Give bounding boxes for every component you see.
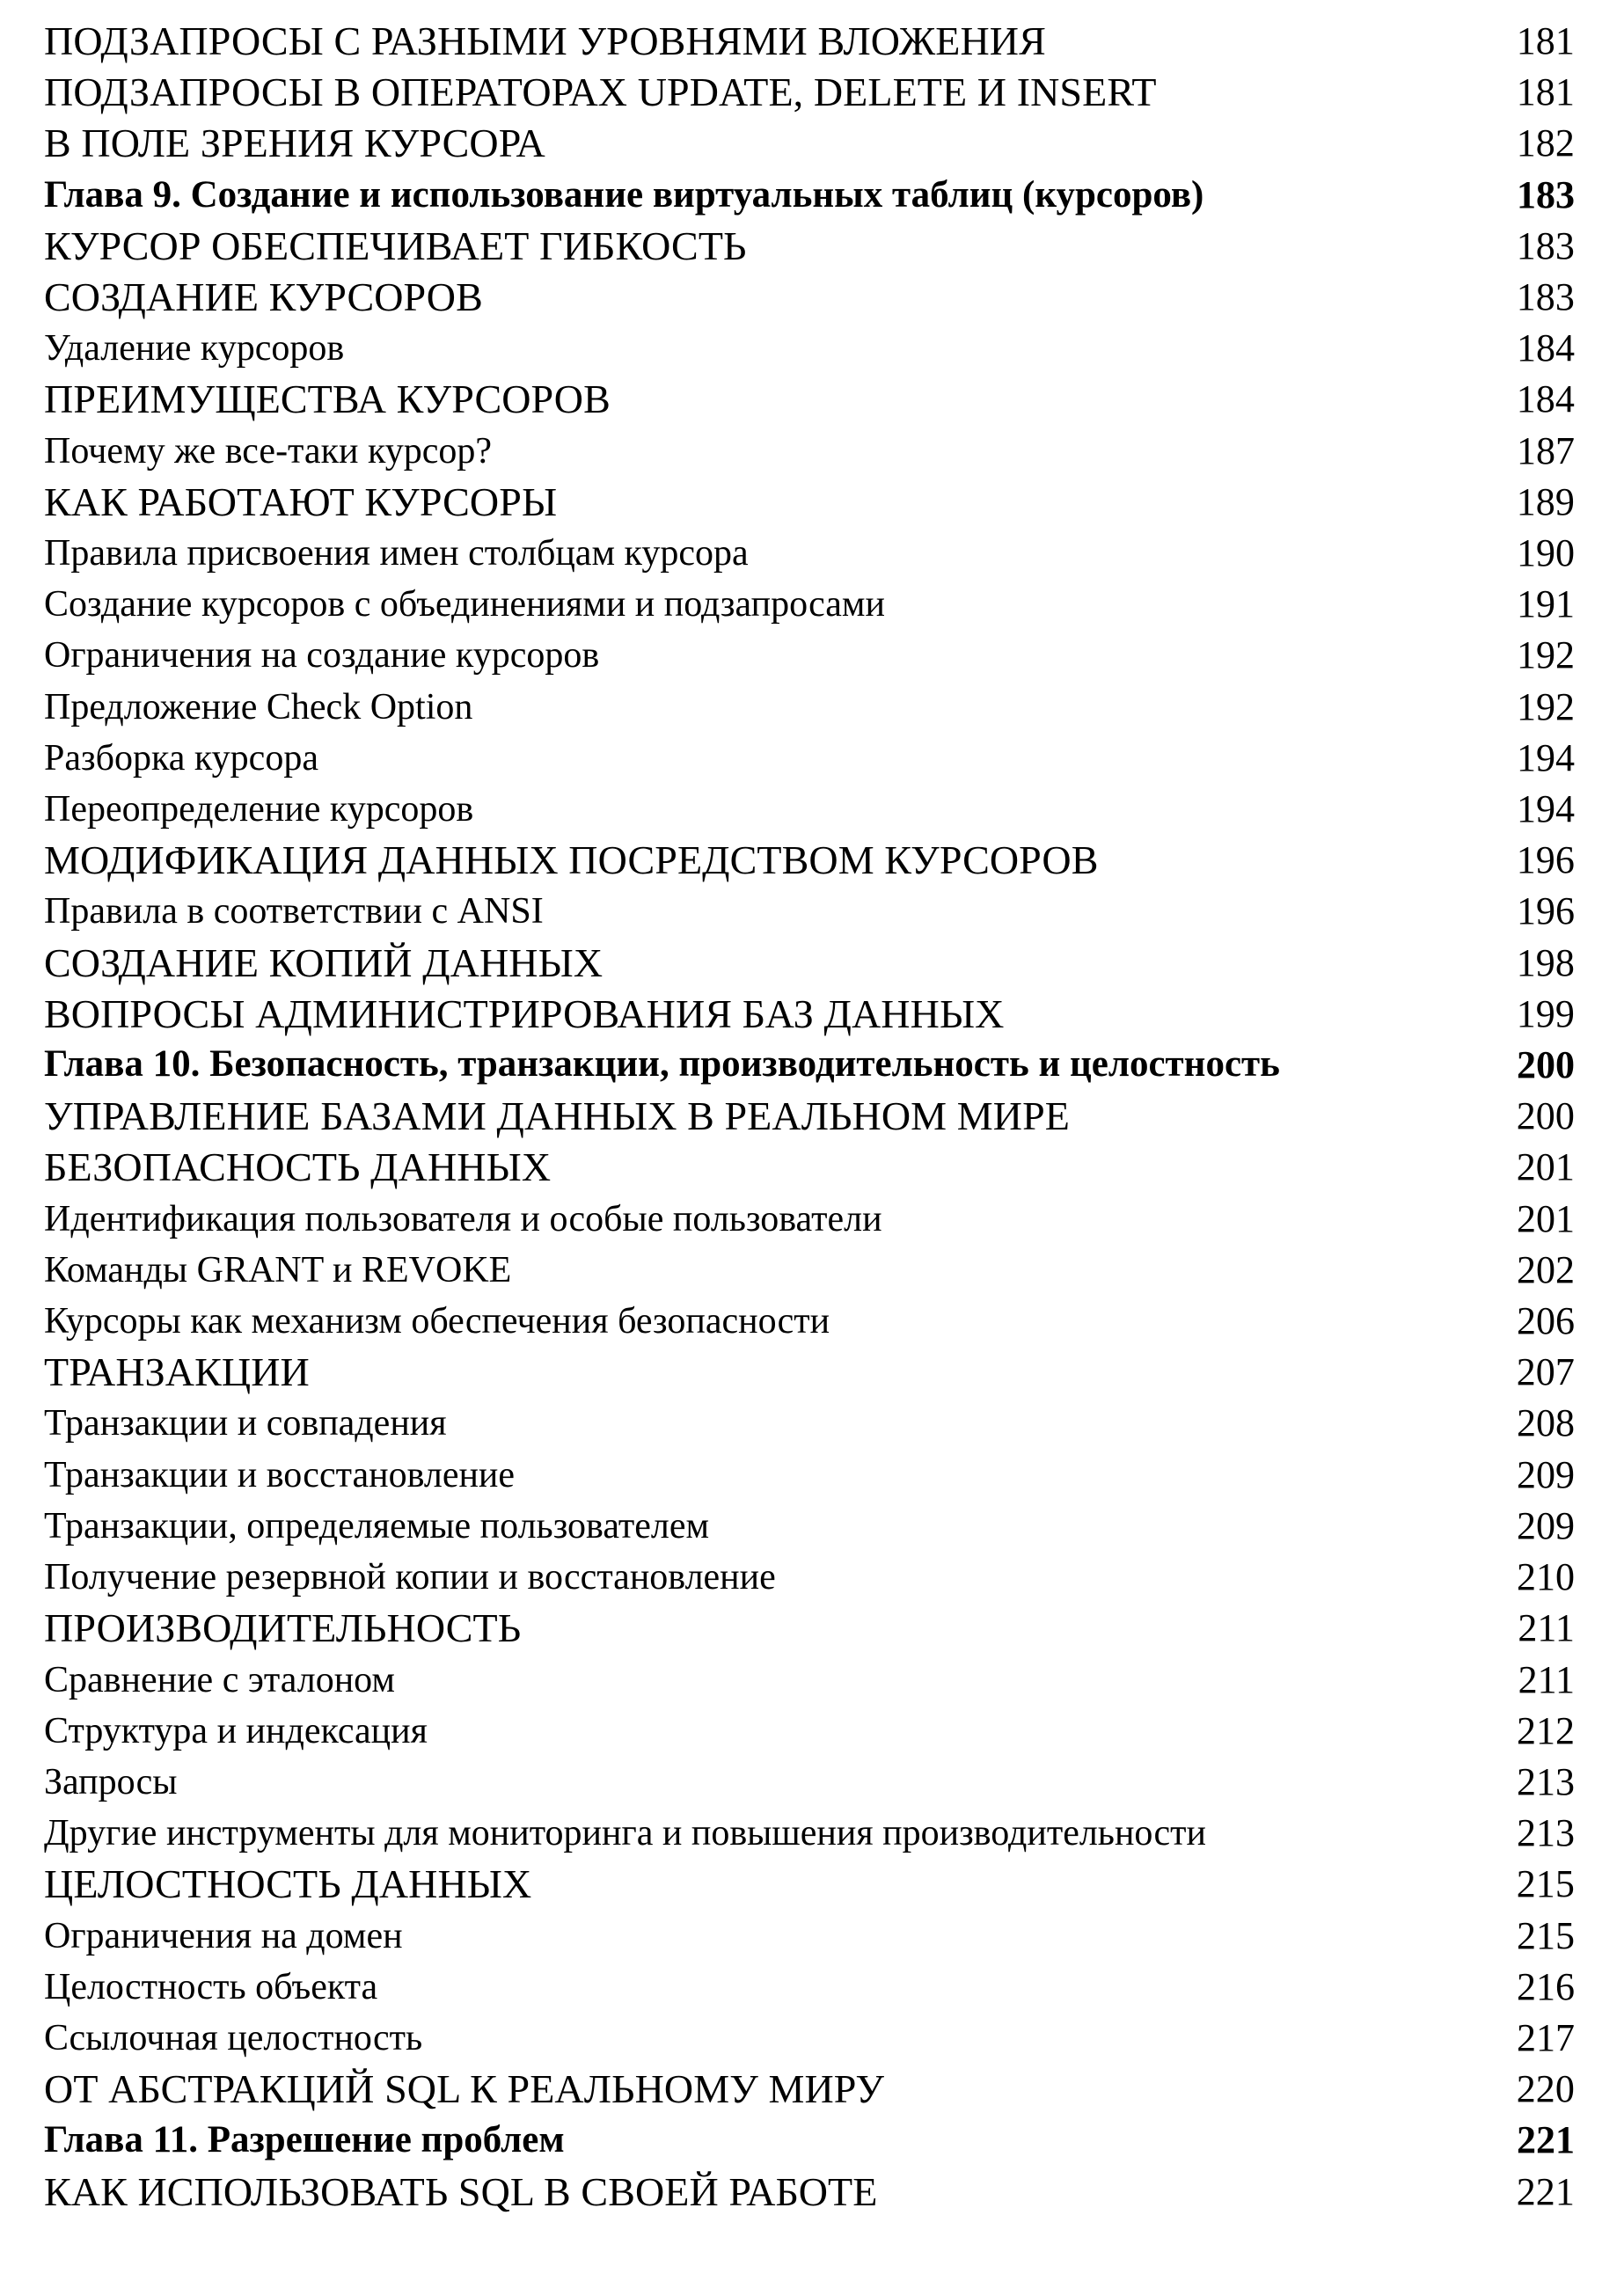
toc-entry-title: Запросы	[44, 1761, 178, 1802]
toc-entry-title: КАК РАБОТАЮТ КУРСОРЫ	[44, 479, 558, 524]
toc-subsection-row	[44, 528, 1575, 579]
toc-page-number: 184	[1517, 326, 1575, 370]
toc-entry-title: Ссылочная целостность	[44, 2017, 423, 2058]
toc-entry-title: Правила присвоения имен столбцам курсора	[44, 533, 749, 574]
toc-section-row	[44, 374, 1575, 425]
toc-entry-title: Почему же все-таки курсор?	[44, 430, 493, 472]
toc-page-number: 189	[1516, 479, 1575, 523]
toc-page-number: 206	[1517, 1299, 1575, 1343]
table-of-contents	[44, 16, 1575, 2218]
toc-subsection-row	[44, 1450, 1575, 1501]
toc-page-number: 191	[1517, 582, 1575, 626]
toc-page-number: 190	[1517, 531, 1575, 575]
toc-page-number: 210	[1517, 1555, 1575, 1599]
toc-section-row	[44, 477, 1575, 528]
toc-section-row	[44, 221, 1575, 272]
toc-entry-title: Целостность объекта	[44, 1966, 378, 2007]
toc-section-row	[44, 1142, 1575, 1193]
toc-subsection-row	[44, 1552, 1575, 1603]
toc-page-number: 183	[1516, 275, 1575, 319]
toc-entry-title: Глава 10. Безопасность, транзакции, производительность и целостность	[44, 1043, 1280, 1086]
toc-subsection-row	[44, 630, 1575, 681]
toc-subsection-row	[44, 733, 1575, 784]
toc-section-row	[44, 2064, 1575, 2115]
toc-page-number: 213	[1517, 1759, 1575, 1803]
toc-entry-title: Получение резервной копии и восстановление	[44, 1557, 776, 1598]
toc-page-number: 181	[1516, 19, 1575, 62]
toc-section-row	[44, 1859, 1575, 1910]
toc-page-number: 201	[1516, 1145, 1575, 1189]
toc-entry-title: Ограничения на создание курсоров	[44, 635, 600, 676]
toc-section-row	[44, 1091, 1575, 1142]
toc-page-number: 200	[1516, 1094, 1575, 1138]
toc-entry-title: Разборка курсора	[44, 737, 318, 779]
toc-entry-title: ОТ АБСТРАКЦИЙ SQL К РЕАЛЬНОМУ МИРУ	[44, 2066, 885, 2112]
toc-entry-title: ПРОИЗВОДИТЕЛЬНОСТЬ	[44, 1605, 522, 1651]
toc-section-row	[44, 16, 1575, 67]
toc-page-number: 217	[1517, 2015, 1575, 2059]
toc-subsection-row	[44, 1398, 1575, 1449]
toc-subsection-row	[44, 426, 1575, 477]
toc-page-number: 196	[1517, 889, 1575, 933]
toc-section-row	[44, 272, 1575, 323]
toc-page-number: 212	[1517, 1708, 1575, 1752]
toc-entry-title: УПРАВЛЕНИЕ БАЗАМИ ДАННЫХ В РЕАЛЬНОМ МИРЕ	[44, 1093, 1070, 1139]
toc-subsection-row	[44, 323, 1575, 374]
toc-section-row	[44, 989, 1575, 1040]
toc-page-number: 215	[1517, 1913, 1575, 1957]
toc-entry-title: Транзакции и восстановление	[44, 1454, 516, 1495]
toc-chapter-row	[44, 1040, 1575, 1091]
toc-entry-title: МОДИФИКАЦИЯ ДАННЫХ ПОСРЕДСТВОМ КУРСОРОВ	[44, 837, 1099, 883]
toc-subsection-row	[44, 1706, 1575, 1757]
toc-subsection-row	[44, 579, 1575, 630]
toc-section-row	[44, 118, 1575, 169]
toc-subsection-row	[44, 1757, 1575, 1808]
toc-entry-title: ПОДЗАПРОСЫ В ОПЕРАТОРАХ UPDATE, DELETE И INSERT	[44, 69, 1157, 115]
toc-page-number: 201	[1517, 1196, 1575, 1240]
toc-entry-title: Создание курсоров с объединениями и подзапросами	[44, 584, 885, 625]
toc-entry-title: В ПОЛЕ ЗРЕНИЯ КУРСОРА	[44, 121, 545, 166]
toc-page-number: 192	[1517, 684, 1575, 728]
toc-entry-title: ТРАНЗАКЦИИ	[44, 1349, 310, 1395]
toc-page-number: 182	[1516, 121, 1575, 165]
toc-page-number: 200	[1517, 1043, 1575, 1087]
toc-section-row	[44, 2167, 1575, 2218]
toc-page-number: 187	[1517, 428, 1575, 472]
toc-subsection-row	[44, 1911, 1575, 1962]
toc-chapter-row	[44, 2115, 1575, 2166]
toc-entry-title: Идентификация пользователя и особые пользователи	[44, 1198, 882, 1239]
toc-entry-title: ПОДЗАПРОСЫ С РАЗНЫМИ УРОВНЯМИ ВЛОЖЕНИЯ	[44, 18, 1046, 63]
toc-entry-title: Команды GRANT и REVOKE	[44, 1249, 512, 1290]
toc-page-number: 216	[1517, 1964, 1575, 2008]
toc-page-number: 196	[1516, 838, 1575, 882]
toc-entry-title: ВОПРОСЫ АДМИНИСТРИРОВАНИЯ БАЗ ДАННЫХ	[44, 991, 1005, 1036]
toc-page-number: 221	[1516, 2169, 1575, 2213]
toc-subsection-row	[44, 2013, 1575, 2064]
toc-page-number: 194	[1517, 787, 1575, 831]
toc-section-row	[44, 835, 1575, 886]
toc-section-row	[44, 938, 1575, 989]
toc-entry-title: Курсоры как механизм обеспечения безопасности	[44, 1301, 830, 1342]
toc-section-row	[44, 67, 1575, 118]
toc-entry-title: КАК ИСПОЛЬЗОВАТЬ SQL В СВОЕЙ РАБОТЕ	[44, 2168, 878, 2214]
toc-entry-title: Глава 9. Создание и использование виртуальных таблиц (курсоров)	[44, 173, 1204, 216]
toc-entry-title: ЦЕЛОСТНОСТЬ ДАННЫХ	[44, 1861, 532, 1907]
toc-page-number: 209	[1517, 1503, 1575, 1547]
toc-entry-title: Переопределение курсоров	[44, 789, 474, 830]
toc-entry-title: Глава 11. Разрешение проблем	[44, 2119, 565, 2161]
toc-subsection-row	[44, 1245, 1575, 1296]
toc-page-number: 213	[1517, 1811, 1575, 1855]
toc-entry-title: СОЗДАНИЕ КУРСОРОВ	[44, 274, 483, 320]
toc-page-number: 208	[1517, 1401, 1575, 1445]
toc-entry-title: ПРЕИМУЩЕСТВА КУРСОРОВ	[44, 377, 611, 422]
toc-entry-title: Предложение Check Option	[44, 686, 473, 727]
toc-page-number: 211	[1518, 1606, 1575, 1650]
toc-entry-title: КУРСОР ОБЕСПЕЧИВАЕТ ГИБКОСТЬ	[44, 223, 747, 268]
toc-subsection-row	[44, 1296, 1575, 1347]
toc-section-row	[44, 1347, 1575, 1398]
toc-section-row	[44, 1603, 1575, 1654]
toc-page-number: 198	[1516, 940, 1575, 984]
toc-page-number: 181	[1516, 70, 1575, 114]
toc-page-number: 220	[1516, 2067, 1575, 2111]
toc-subsection-row	[44, 886, 1575, 937]
toc-page-number: 202	[1517, 1247, 1575, 1291]
toc-subsection-row	[44, 682, 1575, 733]
toc-page-number: 183	[1516, 223, 1575, 267]
toc-page-number: 215	[1516, 1862, 1575, 1906]
toc-entry-title: СОЗДАНИЕ КОПИЙ ДАННЫХ	[44, 939, 604, 985]
toc-page-number: 209	[1517, 1452, 1575, 1496]
toc-entry-title: Удаление курсоров	[44, 328, 345, 369]
toc-chapter-row	[44, 170, 1575, 221]
toc-page-number: 184	[1516, 377, 1575, 421]
toc-entry-title: Сравнение с эталоном	[44, 1659, 395, 1700]
toc-subsection-row	[44, 1962, 1575, 2013]
toc-subsection-row	[44, 1501, 1575, 1552]
toc-subsection-row	[44, 784, 1575, 835]
toc-page-number: 211	[1518, 1657, 1575, 1701]
toc-page-number: 207	[1516, 1350, 1575, 1394]
toc-entry-title: БЕЗОПАСНОСТЬ ДАННЫХ	[44, 1144, 552, 1190]
toc-page-number: 221	[1517, 2118, 1575, 2162]
toc-page-number: 199	[1516, 991, 1575, 1035]
toc-entry-title: Структура и индексация	[44, 1710, 428, 1751]
toc-entry-title: Правила в соответствии с ANSI	[44, 891, 544, 932]
toc-entry-title: Транзакции, определяемые пользователем	[44, 1505, 710, 1546]
toc-page-number: 194	[1517, 735, 1575, 779]
toc-entry-title: Ограничения на домен	[44, 1915, 403, 1956]
toc-entry-title: Транзакции и совпадения	[44, 1403, 447, 1444]
toc-page-number: 183	[1517, 172, 1575, 216]
toc-entry-title: Другие инструменты для мониторинга и повышения производительности	[44, 1813, 1206, 1854]
toc-subsection-row	[44, 1655, 1575, 1706]
toc-subsection-row	[44, 1194, 1575, 1245]
toc-subsection-row	[44, 1808, 1575, 1859]
toc-page-number: 192	[1517, 633, 1575, 677]
